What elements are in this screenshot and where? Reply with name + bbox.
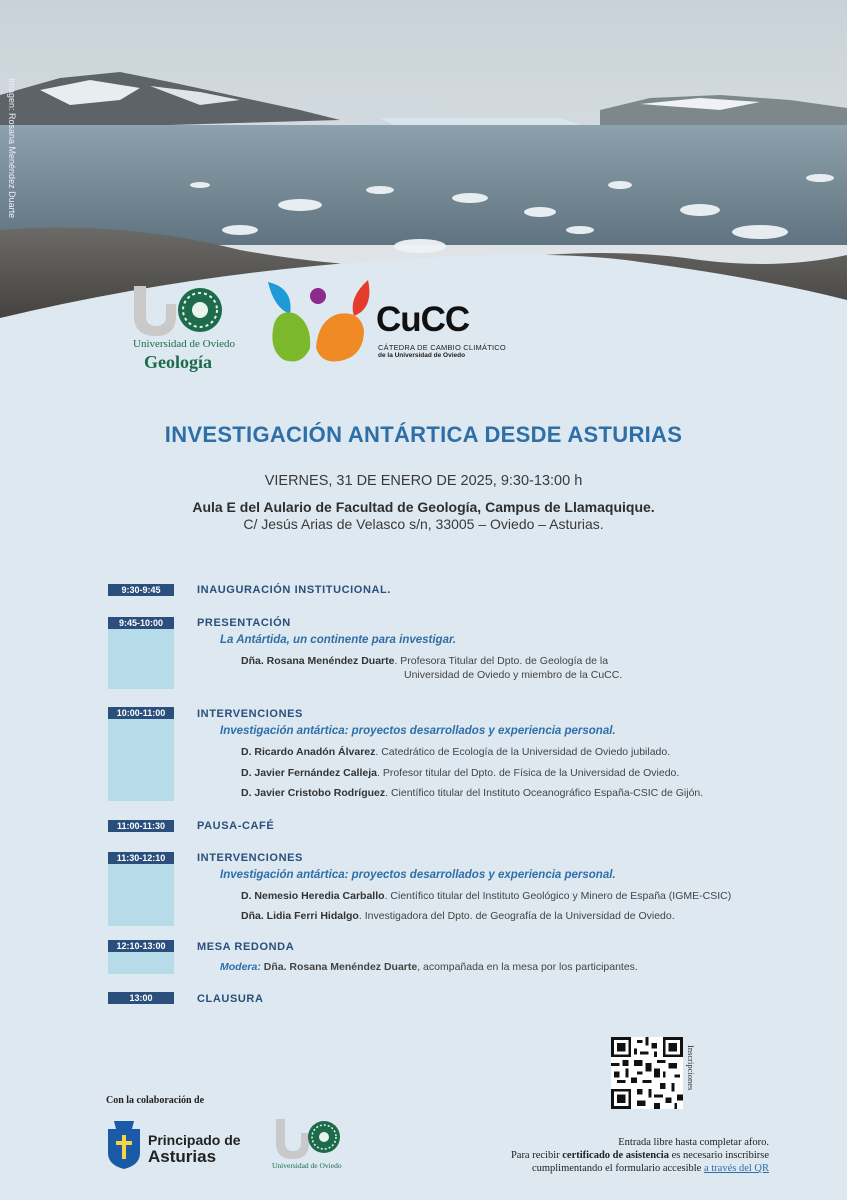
speaker-desc: . Profesor titular del Dpto. de Física de la Universidad de Oviedo. [376, 767, 680, 779]
event-address: C/ Jesús Arias de Velasco s/n, 33005 – Oviedo – Asturias. [243, 516, 604, 532]
speaker-desc-cont: Universidad de Oviedo y miembro de la CuCC. [404, 669, 623, 681]
uo-small-logo [272, 1117, 352, 1175]
speaker-name: D. Nemesio Heredia Carballo [241, 890, 385, 902]
cucc-logo [264, 278, 514, 368]
speaker [241, 767, 679, 779]
speaker-name: D. Javier Cristobo Rodríguez [241, 787, 386, 799]
photo-credit: Imagen: Rosana Menéndez Duarte [7, 78, 17, 219]
speaker-name: D. Javier Fernández Calleja [241, 767, 377, 779]
speaker [241, 910, 675, 922]
time-slot [108, 992, 174, 1004]
section-title: INTERVENCIONES [197, 852, 303, 864]
section-title: PAUSA-CAFÉ [197, 820, 275, 832]
time-label: 11:30-12:10 [108, 852, 174, 864]
speaker [241, 787, 703, 799]
time-label: 10:00-11:00 [108, 707, 174, 719]
note-line-1: Entrada libre hasta completar aforo. [618, 1137, 769, 1148]
event-venue: Aula E del Aulario de Facultad de Geología, Campus de Llamaquique. [192, 499, 655, 515]
section-title: MESA REDONDA [197, 941, 295, 953]
speaker-name: Dña. Rosana Menéndez Duarte [241, 655, 395, 667]
speaker-desc: . Científico titular del Instituto Oceanográfico España-CSIC de Gijón. [385, 787, 704, 799]
speaker [241, 746, 670, 758]
pa-line-2: Asturias [148, 1147, 217, 1166]
qr-label: Inscripciones [686, 1045, 696, 1091]
time-label: 12:10-13:00 [108, 940, 174, 952]
speaker-name: D. Ricardo Anadón Álvarez [241, 746, 376, 758]
time-slot [108, 852, 174, 926]
uo-emblem-icon [128, 282, 238, 338]
time-slot [108, 940, 174, 974]
uo-small-name: Universidad de Oviedo [272, 1161, 342, 1170]
section-title: CLAUSURA [197, 993, 264, 1005]
time-label: 13:00 [108, 992, 174, 1004]
time-slot [108, 707, 174, 801]
talk-title: La Antártida, un continente para investigar. [220, 634, 457, 646]
asturias-coat-of-arms-icon [106, 1117, 142, 1169]
qr-link[interactable]: a través del QR [703, 1163, 769, 1174]
time-label: 9:30-9:45 [108, 584, 174, 596]
talk-title: Investigación antártica: proyectos desarrollados y experiencia personal. [220, 725, 616, 737]
principado-asturias-logo [106, 1117, 251, 1172]
qr-code-icon[interactable] [611, 1037, 683, 1109]
cucc-subtitle: CÁTEDRA DE CAMBIO CLIMÁTICO [378, 343, 506, 352]
speaker [241, 890, 731, 902]
time-slot [108, 617, 174, 689]
moderator-line [220, 961, 638, 973]
moderator-rest: , acompañada en la mesa por los participantes. [417, 961, 638, 973]
uo-emblem-icon [272, 1117, 342, 1161]
time-slot [108, 820, 174, 832]
moderator-label: Modera: [220, 961, 261, 973]
uo-department: Geología [144, 352, 212, 372]
moderator-name: Dña. Rosana Menéndez Duarte [263, 961, 418, 973]
cucc-subtitle-2: de la Universidad de Oviedo [378, 352, 466, 359]
event-date: VIERNES, 31 DE ENERO DE 2025, 9:30-13:00 h [264, 473, 583, 489]
time-label: 11:00-11:30 [108, 820, 174, 832]
speaker-name: Dña. Lidia Ferri Hidalgo [241, 910, 359, 922]
uo-geologia-logo [128, 282, 238, 372]
event-title: INVESTIGACIÓN ANTÁRTICA DESDE ASTURIAS [164, 422, 683, 447]
collaboration-label: Con la colaboración de [106, 1095, 205, 1106]
talk-title: Investigación antártica: proyectos desarrollados y experiencia personal. [220, 869, 616, 881]
note-line-2: Para recibir certificado de asistencia es necesario inscribirse [510, 1150, 769, 1161]
uo-name: Universidad de Oviedo [133, 338, 236, 350]
section-title: PRESENTACIÓN [197, 617, 291, 629]
cucc-name: CuCC [376, 300, 470, 339]
section-title: INAUGURACIÓN INSTITUCIONAL. [197, 584, 392, 596]
speaker-desc: . Investigadora del Dpto. de Geografía de la Universidad de Oviedo. [358, 910, 675, 922]
registration-note [511, 1136, 769, 1175]
pa-line-1: Principado de [148, 1132, 241, 1148]
speaker-desc: . Profesora Titular del Dpto. de Geología de la [394, 655, 609, 667]
time-label: 9:45-10:00 [108, 617, 174, 629]
certificate-text: certificado de asistencia [562, 1150, 669, 1161]
time-slot [108, 584, 174, 596]
cucc-emblem-icon [264, 278, 374, 368]
speaker-desc: . Catedrático de Ecología de la Universidad de Oviedo jubilado. [375, 746, 671, 758]
section-title: INTERVENCIONES [197, 708, 303, 720]
note-line-3: cumplimentando el formulario accesible a través del QR [531, 1163, 769, 1174]
speaker [241, 655, 608, 667]
speaker-desc: . Científico titular del Instituto Geológico y Minero de España (IGME-CSIC) [384, 890, 732, 902]
